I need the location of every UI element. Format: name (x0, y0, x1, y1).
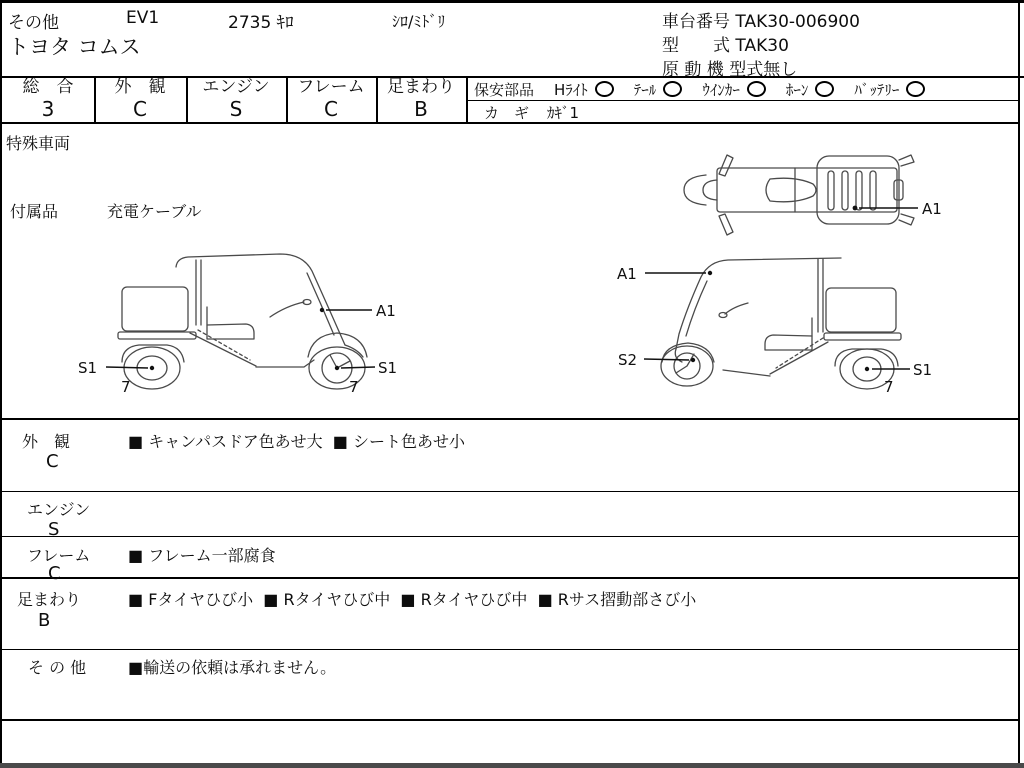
border-top (0, 0, 1024, 3)
damage-code-a1: A1 (376, 302, 396, 320)
safety-parts-label: 保安部品 (474, 80, 535, 99)
section-comments: ■輸送の依頼は承れません。 (128, 658, 337, 677)
body-color: ｼﾛ/ﾐﾄﾞﾘ (392, 12, 446, 31)
type-value: TAK30 (735, 36, 789, 56)
rule-other-bottom (0, 719, 1020, 721)
engine-value: 型式無し (729, 60, 798, 80)
type-label: 型 式 (662, 36, 730, 56)
grade-cell-overall (2, 76, 94, 122)
ok-circle-icon (747, 81, 766, 97)
section-label: フレーム (27, 546, 91, 565)
key-row (470, 103, 1018, 121)
callout-dot (853, 206, 858, 211)
vehicle-top-view-diagram (620, 140, 1024, 250)
model-code: EV1 (126, 8, 160, 28)
section-label: 外 観 (22, 432, 71, 451)
grade-label-frame: フレーム (297, 77, 365, 97)
section-grade: B (38, 610, 51, 631)
engine-row (662, 55, 797, 80)
damage-code-s2-front: S2 (618, 351, 638, 369)
safety-item-battery: ﾊﾞｯﾃﾘｰ (854, 79, 925, 100)
engine-label: 原 動 機 (662, 60, 724, 80)
chassis-label: 車台番号 (662, 12, 730, 32)
grade-label-overall: 総 合 (22, 77, 74, 97)
grade-cell-undercarriage (376, 76, 466, 122)
bottom-scan-bar (0, 763, 1024, 768)
section-grade: S (48, 519, 60, 540)
key-label: カ ギ (484, 103, 530, 122)
safety-item-headlight: Hﾗｲﾄ (554, 79, 614, 100)
callout-line (644, 359, 689, 360)
type-row (662, 31, 789, 56)
wheel-size-rear: 7 (884, 378, 894, 396)
vehicle-name: トヨタ コムス (8, 35, 141, 59)
safety-item-tail: ﾃｰﾙ (634, 79, 683, 100)
grade-label-engine: エンジン (202, 77, 270, 97)
safety-item-winker: ｳｲﾝｶｰ (702, 79, 766, 100)
damage-code-s1-rear: S1 (913, 361, 933, 379)
accessories-value: 充電ケーブル (107, 202, 202, 221)
grade-value-exterior: C (133, 97, 147, 121)
rule-undercarriage-top (0, 577, 1020, 579)
callout-line (106, 367, 148, 368)
grade-cell-exterior (94, 76, 186, 122)
chassis-value: TAK30-006900 (735, 12, 860, 32)
wheel-size-rear: 7 (121, 378, 131, 396)
section-comments: ■ キャンパスドア色あせ大 ■ シート色あせ小 (128, 432, 465, 451)
ok-circle-icon (906, 81, 925, 97)
mileage: 2735 ｷﾛ (228, 13, 294, 33)
grade-value-engine: S (229, 97, 243, 121)
rule-frame-top (0, 536, 1020, 537)
rule-engine-top (0, 491, 1020, 492)
section-label: そ の 他 (28, 658, 87, 677)
vehicle-side-view-left-facing-diagram (590, 250, 1024, 400)
vehicle-side-view-right-facing-diagram (60, 240, 420, 400)
key-value: ｶｷﾞ1 (547, 103, 580, 122)
callout-dot (708, 271, 712, 275)
grade-cell-engine (186, 76, 286, 122)
grade-label-undercarriage: 足まわり (387, 77, 455, 97)
safety-item-horn: ﾎｰﾝ (786, 79, 835, 100)
callout-dot (150, 366, 154, 370)
grade-value-overall: 3 (41, 97, 55, 121)
grade-value-frame: C (324, 97, 338, 121)
wheel-size-front: 7 (349, 378, 359, 396)
section-grade: C (48, 563, 61, 584)
ok-circle-icon (595, 81, 614, 97)
damage-code-a1: A1 (922, 200, 942, 218)
callout-dot (320, 308, 324, 312)
rule-other-top (0, 649, 1020, 650)
vehicle-category: その他 (8, 13, 59, 33)
section-comments: ■ フレーム一部腐食 (128, 546, 276, 565)
safety-parts-row (470, 79, 1018, 99)
ok-circle-icon (815, 81, 834, 97)
grade-cell-frame (286, 76, 376, 122)
section-label: 足まわり (17, 590, 82, 609)
callout-dot (335, 366, 339, 370)
section-grade: C (46, 451, 59, 472)
section-comments: ■ Fタイヤひび小 ■ Rタイヤひび中 ■ Rタイヤひび中 ■ Rサス摺動部さび小 (128, 590, 697, 609)
ok-circle-icon (663, 81, 682, 97)
damage-code-s1-rear: S1 (78, 359, 98, 377)
rule-exterior-top (0, 418, 1020, 420)
grade-value-undercarriage: B (414, 97, 428, 121)
callout-dot (865, 367, 869, 371)
callout-line (341, 367, 375, 368)
accessories-label: 付属品 (10, 202, 59, 221)
chassis-number-row (662, 7, 860, 32)
damage-code-s1-front: S1 (378, 359, 398, 377)
callout-dot (691, 358, 695, 362)
section-label: エンジン (27, 500, 91, 519)
damage-code-a1: A1 (617, 265, 637, 283)
special-vehicle-label: 特殊車両 (6, 134, 71, 153)
grade-label-exterior: 外 観 (114, 77, 166, 97)
